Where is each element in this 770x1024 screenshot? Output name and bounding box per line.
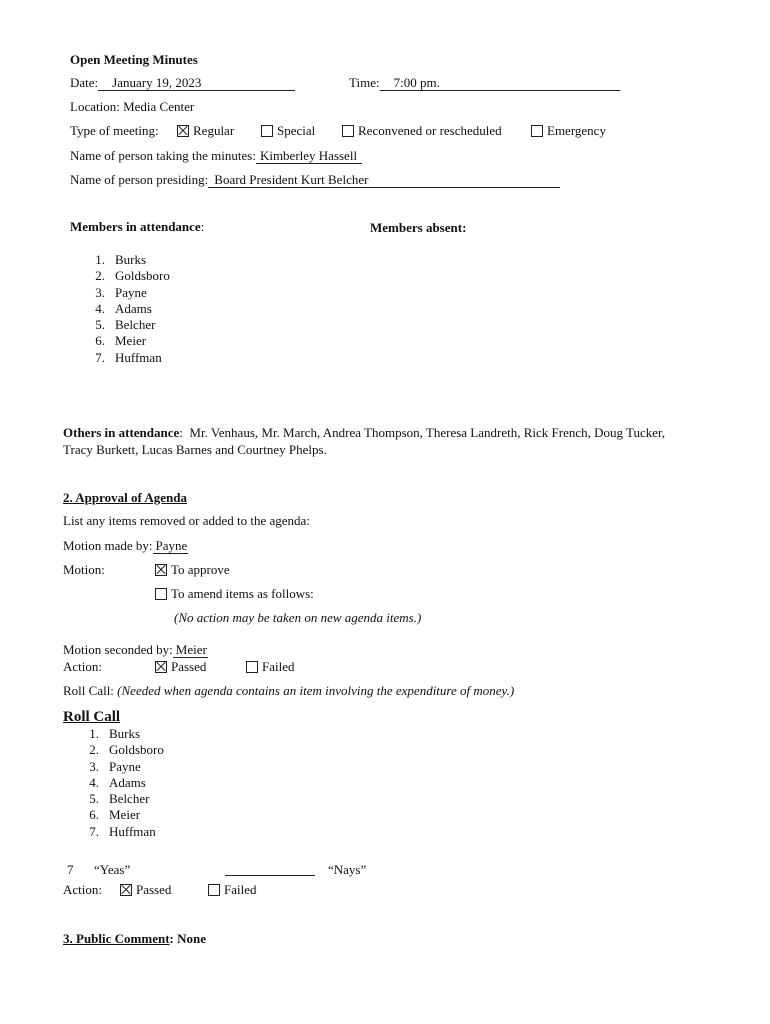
roll-call-action-label: Action:	[63, 882, 102, 897]
checkbox-icon[interactable]	[342, 125, 354, 137]
public-comment-row: 3. Public Comment: None	[63, 931, 207, 946]
motion-made-value: Payne	[153, 539, 189, 554]
motion-made-row	[63, 538, 188, 554]
failed-label: Failed	[262, 659, 295, 674]
checked-checkbox-icon[interactable]	[177, 125, 189, 137]
others-label: Others in attendance	[63, 425, 180, 440]
yeas-count: 7	[67, 862, 74, 877]
checkbox-icon[interactable]	[155, 588, 167, 600]
checkbox-icon[interactable]	[246, 661, 258, 673]
type-label: Type of meeting:	[70, 123, 159, 138]
minutes-taker-value: Kimberley Hassell	[256, 149, 362, 164]
agenda-action-failed[interactable]	[246, 659, 295, 675]
motion-amend[interactable]	[155, 586, 314, 602]
agenda-action-label: Action:	[63, 659, 102, 674]
type-special-label: Special	[277, 123, 316, 138]
time-label: Time:	[349, 75, 380, 90]
motion-approve-label: To approve	[171, 562, 230, 577]
type-emergency-label: Emergency	[547, 123, 606, 138]
minutes-taker-label: Name of person taking the minutes:	[70, 148, 256, 163]
roll-call-action-failed[interactable]	[208, 882, 257, 898]
date-value: January 19, 2023	[98, 76, 295, 91]
passed-label: Passed	[171, 659, 207, 674]
checkbox-icon[interactable]	[531, 125, 543, 137]
roll-call-label: Roll Call:	[63, 683, 114, 698]
minutes-taker-row	[70, 148, 362, 164]
members-present-heading: Members in attendance:	[70, 219, 205, 234]
checkbox-icon[interactable]	[208, 884, 220, 896]
time-value: 7:00 pm.	[380, 76, 620, 91]
checked-checkbox-icon[interactable]	[155, 661, 167, 673]
public-comment-value: None	[177, 931, 207, 946]
motion-made-label: Motion made by:	[63, 538, 153, 553]
type-regular-label: Regular	[193, 123, 235, 138]
nays-count-blank	[225, 862, 315, 880]
members-absent-heading: Members absent:	[370, 220, 467, 235]
failed-label: Failed	[224, 882, 257, 897]
passed-label: Passed	[136, 882, 172, 897]
presiding-label: Name of person presiding:	[70, 172, 209, 187]
motion-amend-label: To amend items as follows:	[171, 586, 314, 601]
roll-call-heading: Roll Call	[63, 709, 121, 725]
roll-call-action-passed[interactable]	[120, 882, 171, 898]
page-title: Open Meeting Minutes	[70, 52, 198, 67]
checked-checkbox-icon[interactable]	[155, 564, 167, 576]
type-special[interactable]	[261, 123, 315, 139]
time-row	[349, 75, 620, 91]
type-reconvened[interactable]	[342, 123, 502, 139]
agenda-action-passed[interactable]	[155, 659, 206, 675]
location: Location: Media Center	[70, 99, 195, 114]
yeas-label: “Yeas”	[94, 862, 131, 877]
agenda-heading: 2. Approval of Agenda	[63, 490, 188, 505]
roll-call-note: (Needed when agenda contains an item involving the expenditure of money.)	[117, 683, 515, 698]
checkbox-icon[interactable]	[261, 125, 273, 137]
roll-call-note-row	[63, 683, 514, 699]
presiding-value: Board President Kurt Belcher	[208, 173, 560, 188]
type-emergency[interactable]	[531, 123, 606, 139]
others-value: Mr. Venhaus, Mr. March, Andrea Thompson, Theresa Landreth, Rick French, Doug Tucker, Tracy Burkett, Lucas Barnes and Courtney Phelps.	[63, 425, 666, 457]
presiding-row	[70, 172, 560, 188]
agenda-note: (No action may be taken on new agenda items.)	[174, 610, 422, 625]
agenda-list-prompt: List any items removed or added to the agenda:	[63, 513, 310, 528]
date-label: Date:	[70, 75, 99, 90]
seconded-value: Meier	[173, 643, 208, 658]
seconded-label: Motion seconded by:	[63, 642, 173, 657]
motion-label: Motion:	[63, 562, 105, 577]
motion-approve[interactable]	[155, 562, 230, 578]
blank-line	[225, 862, 315, 876]
date-row	[70, 75, 295, 91]
others-in-attendance: Others in attendance: Mr. Venhaus, Mr. March, Andrea Thompson, Theresa Landreth, Rick French, Doug Tucker, Tracy Burkett, Lucas Barnes and Courtney Phelps.	[63, 425, 666, 457]
type-regular[interactable]	[177, 123, 234, 139]
type-reconvened-label: Reconvened or rescheduled	[358, 123, 502, 138]
seconded-row	[63, 642, 208, 658]
checked-checkbox-icon[interactable]	[120, 884, 132, 896]
public-comment-heading: 3. Public Comment	[63, 931, 170, 946]
nays-label: “Nays”	[328, 862, 367, 877]
